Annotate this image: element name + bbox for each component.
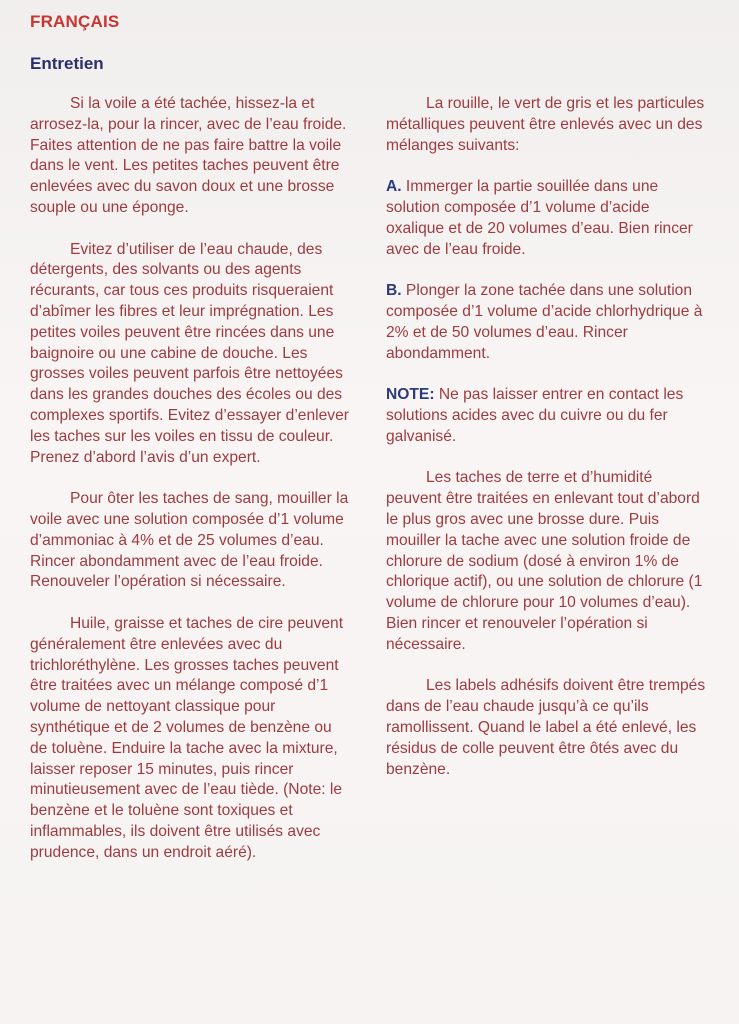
paragraph-avoid: Evitez d’utiliser de l’eau chaude, des détergents, des solvants ou des agents récurants, car tous ces produits risqueraient d’abîmer les fibres et leur imprégnation. Les petites voiles peuvent être rincées dans une baignoire ou une cabine de douche. Les grosses voiles peuvent parfois être nettoyées dans les grandes douches des écoles ou des complexes sportifs. Evitez d’essayer d’enlever les taches sur les voiles en tissu de couleur. Prenez d’abord l’avis d’un expert.	[30, 240, 349, 466]
option-b-text: Plonger la zone tachée dans une solution composée d’1 volume d’acide chlorhydrique à 2% et de 50 volumes d’eau. Rincer abondamment.	[386, 282, 703, 362]
paragraph-oil: Huile, graisse et taches de cire peuvent généralement être enlevées avec du trichloréthylène. Les grosses taches peuvent être traitées avec un mélange composé d’1 volume de nettoyant classique pour synthétique et de 2 volumes de benzène ou de toluène. Enduire la tache avec la mixture, laisser reposer 15 minutes, puis rincer minutieusement avec de l’eau tiède. (Note: le benzène et le toluène sont toxiques et inflammables, ils doivent être utilisés avec prudence, dans un endroit aéré).	[30, 614, 344, 861]
note-label: NOTE:	[386, 386, 435, 404]
option-a-text: Immerger la partie souillée dans une solution composée d’1 volume d’acide oxalique et de 20 volumes d’eau. Bien rincer avec de l’eau froide.	[386, 178, 693, 258]
paragraph-labels: Les labels adhésifs doivent être trempés dans de l’eau chaude jusqu’à ce qu’ils ramollissent. Quand le label a été enlevé, les résidus de colle peuvent être ôtés avec du benzène.	[386, 677, 706, 778]
paragraph-option-b	[386, 281, 708, 364]
right-column	[386, 94, 708, 801]
option-b-label: B.	[386, 282, 402, 300]
paragraph-option-a	[386, 177, 708, 260]
note-text: Ne pas laisser entrer en contact les solutions acides avec du cuivre ou du fer galvanisé.	[386, 386, 684, 445]
paragraph-blood: Pour ôter les taches de sang, mouiller la voile avec une solution composée d’1 volume d’ammoniac à 4% et de 25 volumes d’eau. Rincer abondamment avec de l’eau froide. Renouveler l’opération si nécessaire.	[30, 490, 349, 591]
option-a-label: A.	[386, 178, 402, 196]
left-column	[30, 94, 352, 884]
language-heading: FRANÇAIS	[30, 12, 120, 31]
section-title: Entretien	[30, 54, 104, 73]
paragraph-rinsing: Si la voile a été tachée, hissez-la et arrosez-la, pour la rincer, avec de l’eau froide. Faites attention de ne pas faire battre la voile dans le vent. Les petites taches peuvent être enlevées avec du savon doux et une brosse souple ou une éponge.	[30, 95, 347, 216]
paragraph-rust: La rouille, le vert de gris et les particules métalliques peuvent être enlevés avec un des mélanges suivants:	[386, 95, 705, 154]
paragraph-earth-stains: Les taches de terre et d’humidité peuvent être traitées en enlevant tout d’abord le plus gros avec une brosse dure. Puis mouiller la tache avec une solution froide de chlorure de sodium (dosé à environ 1% de chlorique actif), ou une solution de chlorure (1 volume de chlorure pour 10 volumes d’eau). Bien rincer et renouveler l’opération si nécessaire.	[386, 469, 703, 653]
paragraph-note	[386, 385, 708, 447]
